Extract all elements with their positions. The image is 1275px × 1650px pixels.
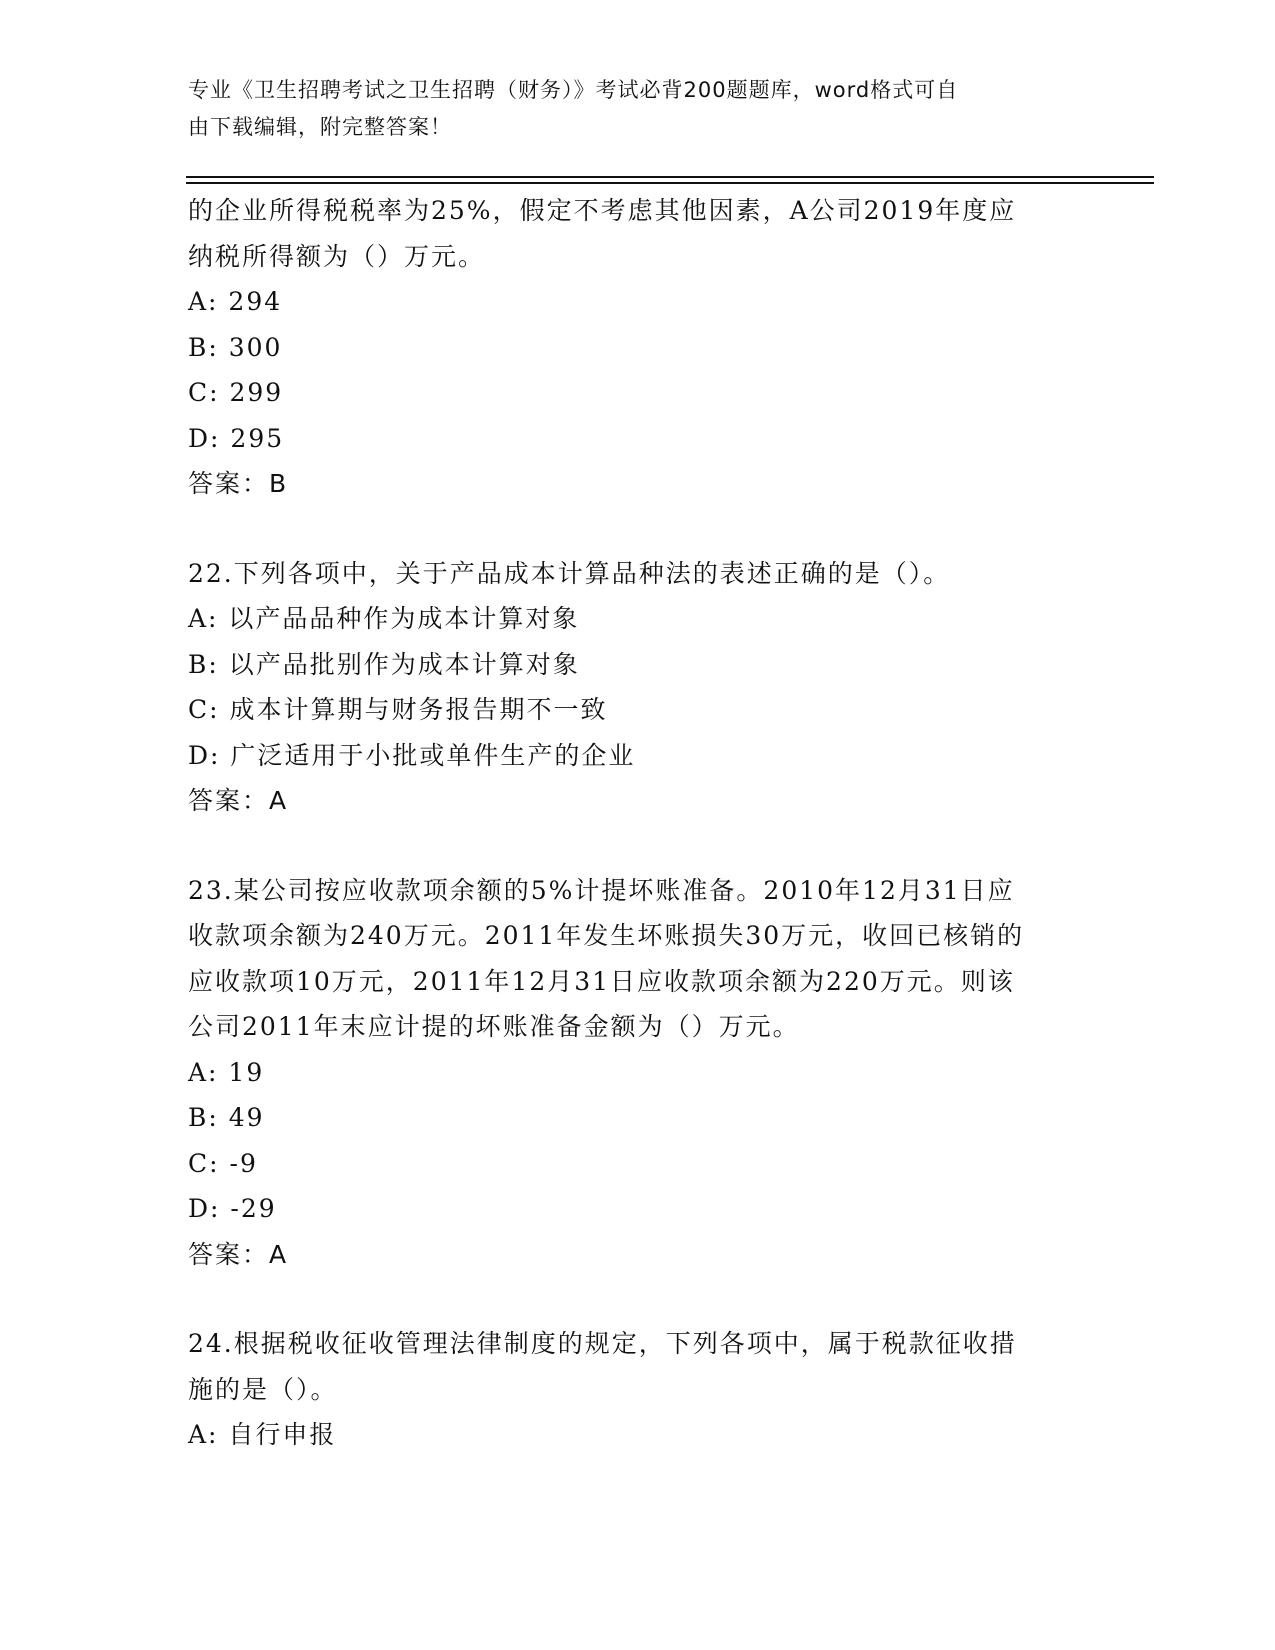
question-text: 22.下列各项中，关于产品成本计算品种法的表述正确的是（）。 (188, 558, 951, 588)
question-text: 应收款项10万元，2011年12月31日应收款项余额为220万元。则该 (188, 966, 1015, 996)
question-text: 收款项余额为240万元。2011年发生坏账损失30万元，收回已核销的 (188, 921, 1025, 950)
question-21 (188, 188, 1088, 507)
option-b: B: 300 (188, 332, 283, 362)
option-d: D: 295 (188, 423, 285, 453)
option-c: C: 299 (188, 378, 284, 407)
header-rule-bottom (186, 182, 1154, 184)
option-d: D: 广泛适用于小批或单件生产的企业 (188, 740, 636, 770)
question-text: 公司2011年末应计提的坏账准备金额为（）万元。 (188, 1012, 800, 1041)
answer: 答案：B (188, 469, 289, 498)
header-rule-top (186, 176, 1154, 178)
option-a: A: 19 (188, 1057, 265, 1087)
question-22 (188, 551, 1088, 824)
question-text: 纳税所得额为（）万元。 (188, 241, 486, 271)
question-24 (188, 1321, 1088, 1458)
question-23 (188, 868, 1088, 1278)
header-line-1: 专业《卫生招聘考试之卫生招聘（财务）》考试必背200题题库，word格式可自 (188, 78, 959, 102)
question-text: 23.某公司按应收款项余额的5%计提坏账准备。2010年12月31日应 (188, 875, 1015, 905)
question-text: 的企业所得税税率为25%，假定不考虑其他因素，A公司2019年度应 (188, 196, 1017, 225)
answer: 答案：A (188, 1239, 289, 1269)
question-text: 施的是（）。 (188, 1374, 338, 1404)
answer: 答案：A (188, 786, 289, 815)
option-a: A: 自行申报 (188, 1420, 337, 1449)
option-a: A: 以产品品种作为成本计算对象 (188, 604, 580, 633)
spacer (188, 1277, 1088, 1321)
question-text: 24.根据税收征收管理法律制度的规定，下列各项中，属于税款征收措 (188, 1329, 1017, 1358)
option-b: B: 49 (188, 1103, 265, 1132)
option-a: A: 294 (188, 287, 283, 316)
option-b: B: 以产品批别作为成本计算对象 (188, 649, 580, 679)
question-list (188, 188, 1088, 1458)
option-c: C: -9 (188, 1148, 258, 1178)
spacer (188, 824, 1088, 868)
spacer (188, 507, 1088, 551)
option-d: D: -29 (188, 1194, 277, 1223)
option-c: C: 成本计算期与财务报告期不一致 (188, 695, 608, 724)
document-header (188, 72, 1068, 146)
header-line-2: 由下载编辑，附完整答案！ (188, 115, 452, 139)
